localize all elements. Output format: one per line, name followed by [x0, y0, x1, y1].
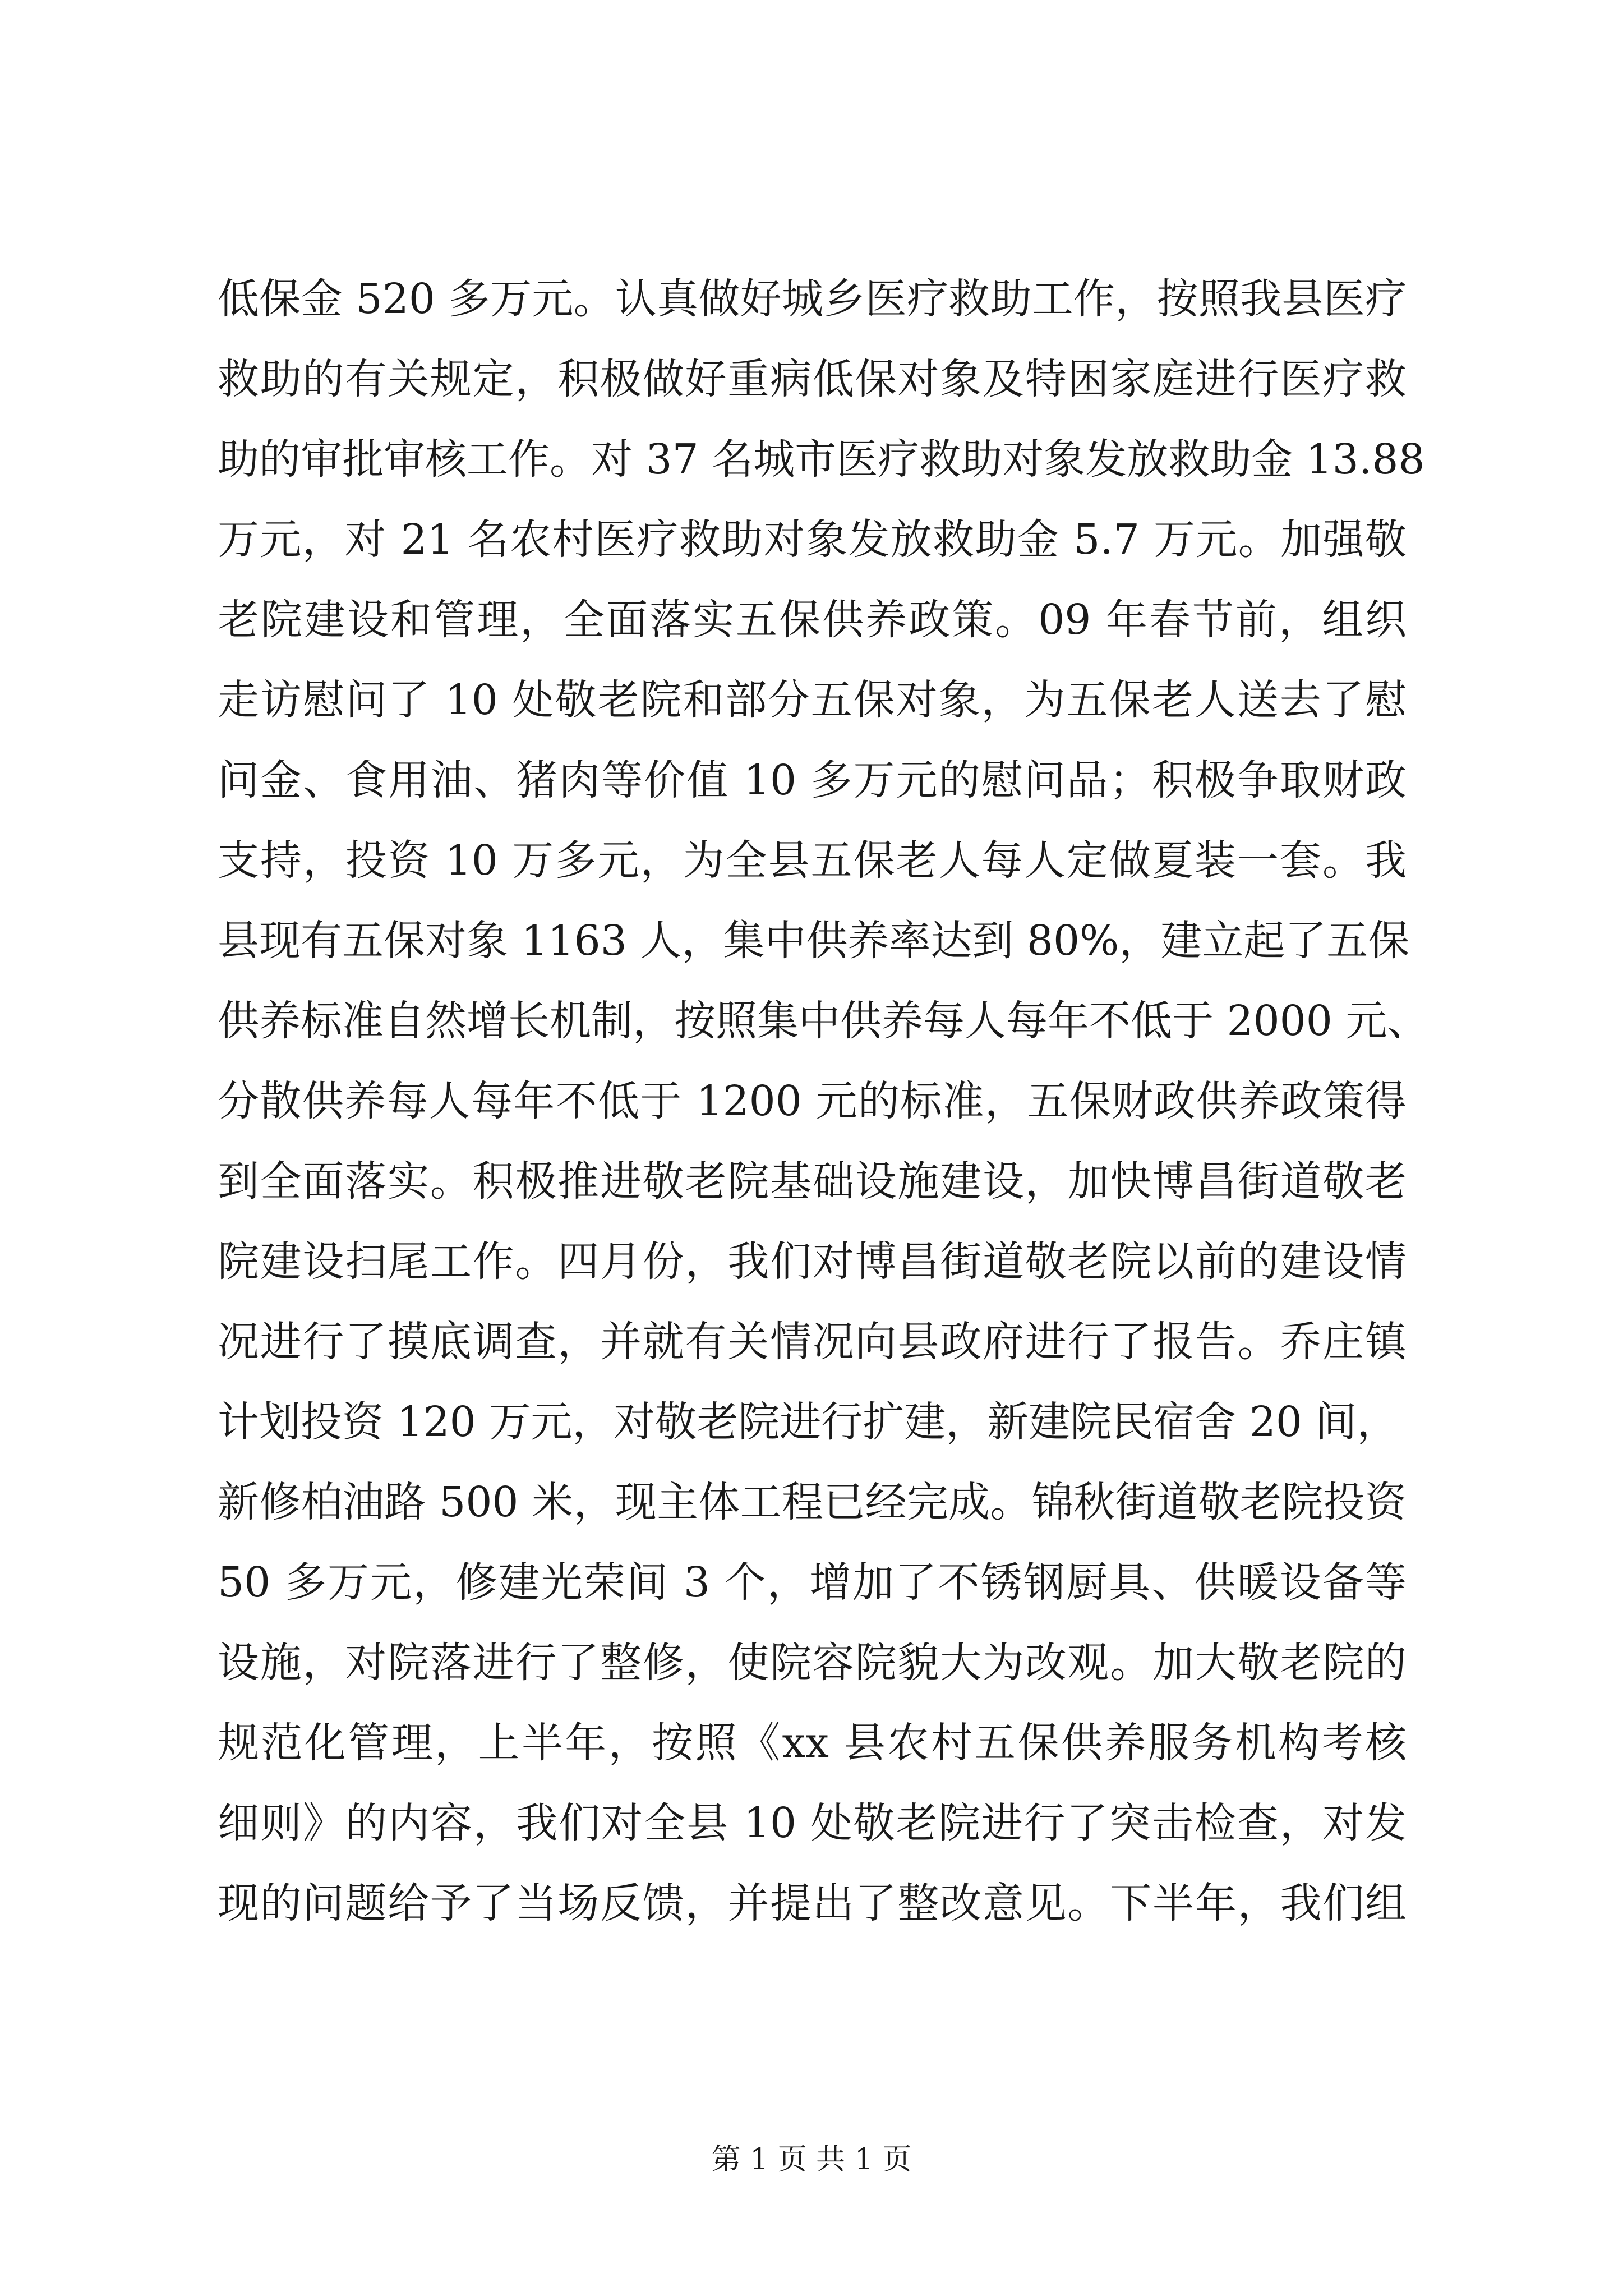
text-line: 计划投资 120 万元，对敬老院进行扩建，新建院民宿舍 20 间，: [218, 1398, 1399, 1446]
text-line: 万元，对 21 名农村医疗救助对象发放救助金 5.7 万元。加强敬: [218, 516, 1407, 564]
text-line: 问金、食用油、猪肉等价值 10 多万元的慰问品；积极争取财政: [218, 756, 1407, 804]
text-line: 走访慰问了 10 处敬老院和部分五保对象，为五保老人送去了慰: [218, 676, 1407, 724]
text-line: 新修柏油路 500 米，现主体工程已经完成。锦秋街道敬老院投资: [218, 1478, 1407, 1526]
text-line: 设施，对院落进行了整修，使院容院貌大为改观。加大敬老院的: [218, 1639, 1407, 1687]
text-line: 现的问题给予了当场反馈，并提出了整改意见。下半年，我们组: [218, 1879, 1407, 1927]
text-line: 救助的有关规定，积极做好重病低保对象及特困家庭进行医疗救: [218, 355, 1407, 403]
body-text: [218, 259, 1429, 1944]
text-line: 供养标准自然增长机制，按照集中供养每人每年不低于 2000 元、: [218, 997, 1429, 1045]
page-footer: 第 1 页 共 1 页: [711, 2143, 912, 2177]
text-line: 规范化管理，上半年，按照《xx 县农村五保供养服务机构考核: [218, 1719, 1407, 1767]
text-line: 院建设扫尾工作。四月份，我们对博昌街道敬老院以前的建设情: [218, 1237, 1407, 1286]
text-line: 支持，投资 10 万多元，为全县五保老人每人定做夏装一套。我: [218, 836, 1407, 885]
text-line: 细则》的内容，我们对全县 10 处敬老院进行了突击检查，对发: [218, 1799, 1407, 1847]
text-line: 分散供养每人每年不低于 1200 元的标准，五保财政供养政策得: [218, 1077, 1407, 1125]
text-line: 低保金 520 多万元。认真做好城乡医疗救助工作，按照我县医疗: [218, 275, 1407, 323]
text-line: 县现有五保对象 1163 人，集中供养率达到 80%，建立起了五保: [218, 917, 1410, 965]
text-line: 50 多万元，修建光荣间 3 个，增加了不锈钢厨具、供暖设备等: [218, 1558, 1407, 1607]
text-line: 到全面落实。积极推进敬老院基础设施建设，加快博昌街道敬老: [218, 1157, 1407, 1205]
text-line: 助的审批审核工作。对 37 名城市医疗救助对象发放救助金 13.88: [218, 435, 1425, 484]
text-line: 况进行了摸底调查，并就有关情况向县政府进行了报告。乔庄镇: [218, 1318, 1407, 1366]
text-line: 老院建设和管理，全面落实五保供养政策。09 年春节前，组织: [218, 596, 1407, 644]
